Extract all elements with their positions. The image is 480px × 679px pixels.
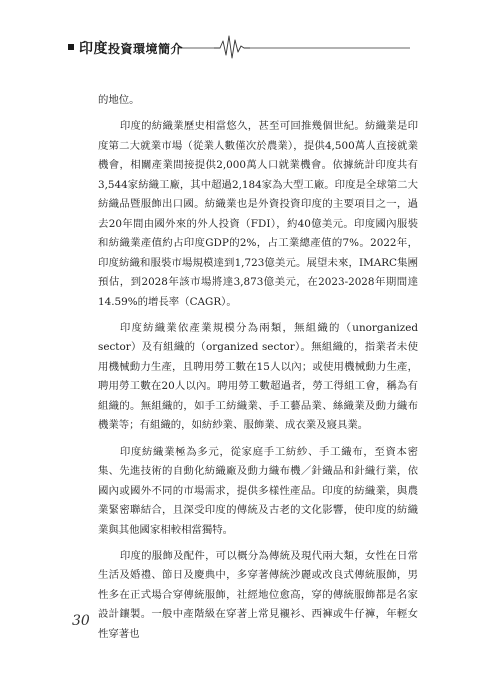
header-pulse-wave xyxy=(214,36,250,58)
paragraph-continuation: 的地位。 xyxy=(98,94,140,106)
page-number: 30 xyxy=(72,613,90,629)
header-title-sub: 投資環境簡介 xyxy=(108,42,184,56)
page-header xyxy=(0,0,480,60)
header-title-main: 印度 xyxy=(79,41,108,57)
paragraph-apparel: 印度的服飾及配件，可以概分為傳統及現代兩大類，女性在日常生活及婚禮、節日及慶典中，多穿著傳統沙麗或改良式傳統服飾，男性多在正式場合穿傳統服飾，社經地位愈高，穿的傳統服飾都是名家設計鑲製。一般中產階級在穿著上常見襯衫、西褲或牛仔褲，年輕女性穿著也 xyxy=(98,549,418,640)
body-text xyxy=(98,91,418,644)
header-square-marker xyxy=(68,44,74,50)
paragraph-industry-diversity: 印度紡織業極為多元，從家庭手工紡紗、手工織布，至資本密集、先進技術的自動化紡織廠及動力織布機／針織品和針織行業，依國內或國外不同的市場需求，提供多樣性產品。印度的紡織業，與農業緊密聯結合，且深受印度的傳統及古老的文化影響，使印度的紡織業與其他國家相較相當獨特。 xyxy=(98,445,418,536)
header-title xyxy=(79,38,183,58)
header-heartbeat-line xyxy=(0,0,480,60)
paragraph-textile-history: 印度的紡織業歷史相當悠久，甚至可回推幾個世紀。紡織業是印度第二大就業市場（從業人數僅次於農業），提供4,500萬人直接就業機會，相關產業間接提供2,000萬人口就業機會。依據統計印度共有3,544家紡織工廠，其中超過2,184家為大型工廠。印度是全球第二大紡織品暨服飾出口國。紡織業也是外資投資印度的主要項目之一，過去20年間由國外來的外人投資（FDI），約40億美元。印度國內服裝和紡織業產值約占印度GDP的2%，占工業總產值的7%。2022年，印度紡織和服裝市場規模達到1,723億美元。展望未來，IMARC集團預估，到2028年該市場將達3,873億美元，在2023-2028年期間達14.59%的增長率（CAGR）。 xyxy=(98,120,418,308)
paragraph-industry-scale: 印度紡織業依產業規模分為兩類，無組織的（unorganized sector）及有組織的（organized sector）。無組織的，指業者未使用機械動力生產，且聘用勞工數在15人以內；或使用機械動力生產，聘用勞工數在20人以內。聘用勞工數超過者，勞工得組工會，稱為有組織的。無組織的，如手工紡織業、手工藝品業、絲織業及動力織布機業等；有組織的，如紡紗業、服飾業、成衣業及寢具業。 xyxy=(98,321,418,432)
